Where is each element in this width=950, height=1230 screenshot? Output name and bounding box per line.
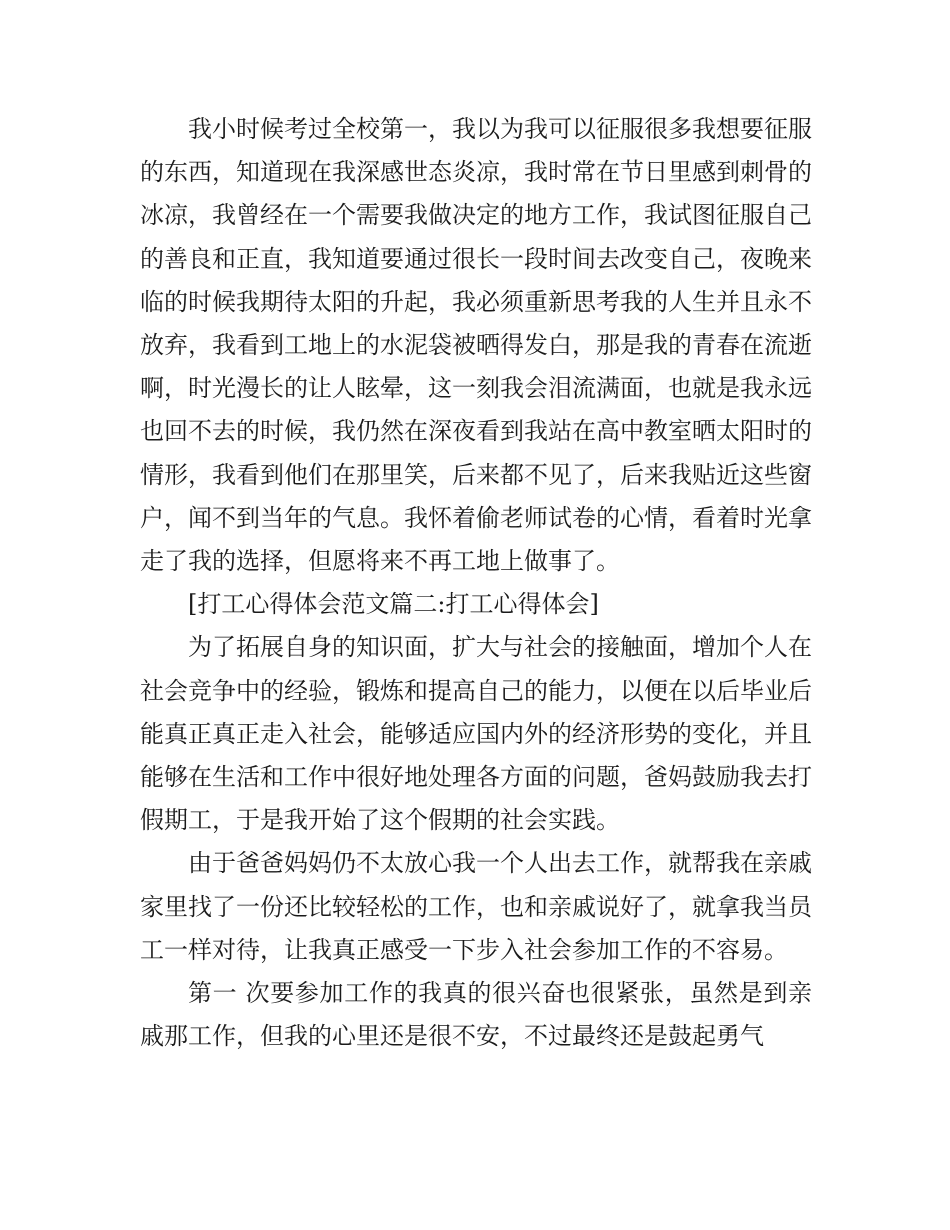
paragraph-reflection: 我小时候考过全校第一，我以为我可以征服很多我想要征服的东西，知道现在我深感世态炎凉，我时常在节日里感到刺骨的冰凉，我曾经在一个需要我做决定的地方工作，我试图征服自己的善良和正直，我知道要通过很长一段时间去改变自己，夜晚来临的时候我期待太阳的升起，我必须重新思考我的人生并且永不放弃，我看到工地上的水泥袋被晒得发白，那是我的青春在流逝啊，时光漫长的让人眩晕，这一刻我会泪流满面，也就是我永远也回不去的时候，我仍然在深夜看到我站在高中教室晒太阳时的情形，我看到他们在那里笑，后来都不见了，后来我贴近这些窗户，闻不到当年的气息。我怀着偷老师试卷的心情，看着时光拿走了我的选择，但愿将来不再工地上做事了。 — [140, 115, 812, 576]
paragraph-arrangement: 由于爸爸妈妈仍不太放心我一个人出去工作，就帮我在亲戚家里找了一份还比较轻松的工作，也和亲戚说好了，就拿我当员工一样对待，让我真正感受一下步入社会参加工作的不容易。 — [140, 849, 812, 964]
paragraph-purpose: 为了拓展自身的知识面，扩大与社会的接触面，增加个人在社会竞争中的经验，锻炼和提高自己的能力，以便在以后毕业后能真正真正走入社会，能够适应国内外的经济形势的变化，并且能够在生活和工作中很好地处理各方面的问题，爸妈鼓励我去打假期工，于是我开始了这个假期的社会实践。 — [140, 633, 812, 835]
section-heading: [打工心得体会范文篇二:打工心得体会] — [188, 590, 599, 619]
paragraph-first-job: 第一 次要参加工作的我真的很兴奋也很紧张，虽然是到亲戚那工作，但我的心里还是很不安，不过最终还是鼓起勇气 — [140, 979, 812, 1051]
document-body — [140, 108, 812, 1058]
